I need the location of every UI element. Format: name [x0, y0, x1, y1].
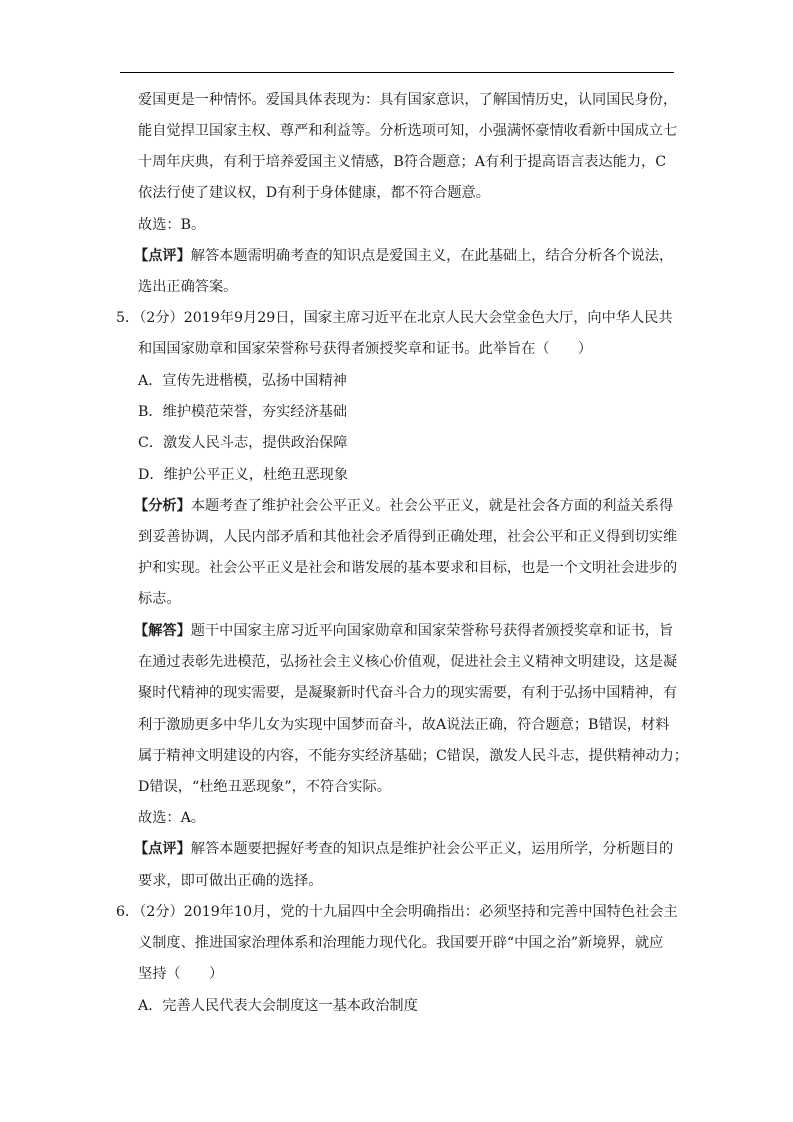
line-text: 本题考查了维护社会公平正义。社会公平正义，就是社会各方面的利益关系得	[190, 498, 674, 514]
line-text: 义制度、推进国家治理体系和治理能力现代化。我国要开辟“中国之治”新境界，就应	[138, 935, 664, 951]
text-line	[138, 777, 391, 797]
line-text: 解答本题要把握好考查的知识点是维护社会公平正义，运用所学，分析题目的	[190, 841, 674, 857]
line-text: 爱国更是一种情怀。爱国具体表现为：具有国家意识，了解国情历史，认同国民身份，	[138, 92, 678, 108]
section-tag: 【解答】	[134, 623, 191, 639]
text-line	[138, 746, 688, 766]
line-text: 属于精神文明建设的内容，不能夯实经济基础；C错误，激发人民斗志，提供精神动力；	[138, 748, 688, 764]
line-text: A．完善人民代表大会制度这一基本政治制度	[138, 998, 418, 1014]
section-tag: 【点评】	[134, 841, 191, 857]
text-line	[138, 527, 677, 547]
text-line	[134, 496, 673, 516]
text-line	[138, 933, 663, 953]
line-text: 十周年庆典，有利于培养爱国主义情感，B符合题意；A有利于提高语言表达能力，C	[138, 154, 667, 170]
line-text: 利于激励更多中华儿女为实现中国梦而奋斗，故A说法正确，符合题意；B错误，材料	[138, 717, 670, 733]
text-line	[138, 183, 490, 203]
line-text: 解答本题需明确考查的知识点是爱国主义，在此基础上，结合分析各个说法，	[190, 248, 674, 264]
text-line	[138, 964, 223, 984]
text-line	[116, 308, 673, 328]
line-text: 故选：B。	[138, 217, 206, 233]
line-text: 标志。	[138, 591, 181, 607]
line-text: 在通过表彰先进模范，弘扬社会主义核心价值观，促进社会主义精神文明建设，这是凝	[138, 654, 678, 670]
line-text: B．维护模范荣誉，夯实经济基础	[138, 404, 348, 420]
text-line	[138, 215, 205, 235]
text-line	[138, 465, 348, 485]
text-line	[138, 652, 677, 672]
text-line	[138, 121, 677, 141]
line-text: D错误，“杜绝丑恶现象”，不符合实际。	[138, 779, 391, 795]
text-line	[138, 90, 677, 110]
header-rule	[120, 72, 674, 73]
line-text: 故选：A。	[138, 810, 205, 826]
text-line	[138, 371, 347, 391]
text-line	[138, 996, 418, 1016]
line-text: 坚持（ ）	[138, 966, 224, 982]
line-text: 和国国家勋章和国家荣誉称号获得者颁授奖章和证书。此举旨在（ ）	[138, 341, 593, 357]
text-line	[134, 621, 673, 641]
line-text: 题干中国家主席习近平向国家勋章和国家荣誉称号获得者颁授奖章和证书，旨	[190, 623, 674, 639]
line-text: 选出正确答案。	[138, 279, 238, 295]
line-text: 护和实现。社会公平正义是社会和谐发展的基本要求和目标，也是一个文明社会进步的	[138, 560, 678, 576]
text-line	[138, 277, 237, 297]
line-text: 聚时代精神的现实需要，是凝聚新时代奋斗合力的现实需要，有利于弘扬中国精神，有	[138, 685, 678, 701]
section-tag: 【分析】	[134, 498, 191, 514]
line-text: 6．（2分）2019年10月，党的十九届四中全会明确指出：必须坚持和完善中国特色社会主	[116, 904, 678, 920]
text-line	[138, 871, 322, 891]
text-line	[116, 902, 678, 922]
text-line	[134, 246, 673, 266]
text-line	[138, 589, 181, 609]
line-text: A．宣传先进楷模，弘扬中国精神	[138, 373, 347, 389]
text-line	[138, 808, 205, 828]
text-line	[138, 402, 347, 422]
line-text: C．激发人民斗志，提供政治保障	[138, 435, 348, 451]
line-text: 能自觉捍卫国家主权、尊严和利益等。分析选项可知，小强满怀豪情收看新中国成立七	[138, 123, 678, 139]
line-text: 依法行使了建议权，D有利于身体健康，都不符合题意。	[138, 185, 490, 201]
line-text: D．维护公平正义，杜绝丑恶现象	[138, 467, 349, 483]
text-line	[134, 839, 673, 859]
text-line	[138, 683, 677, 703]
text-line	[138, 433, 347, 453]
line-text: 要求，即可做出正确的选择。	[138, 873, 323, 889]
section-tag: 【点评】	[134, 248, 191, 264]
text-line	[138, 152, 666, 172]
line-text: 到妥善协调，人民内部矛盾和其他社会矛盾得到正确处理，社会公平和正义得到切实维	[138, 529, 678, 545]
text-line	[138, 558, 677, 578]
line-text: 5．（2分）2019年9月29日，国家主席习近平在北京人民大会堂金色大厅，向中华人民共	[116, 310, 673, 326]
text-line	[138, 339, 592, 359]
text-line	[138, 715, 669, 735]
